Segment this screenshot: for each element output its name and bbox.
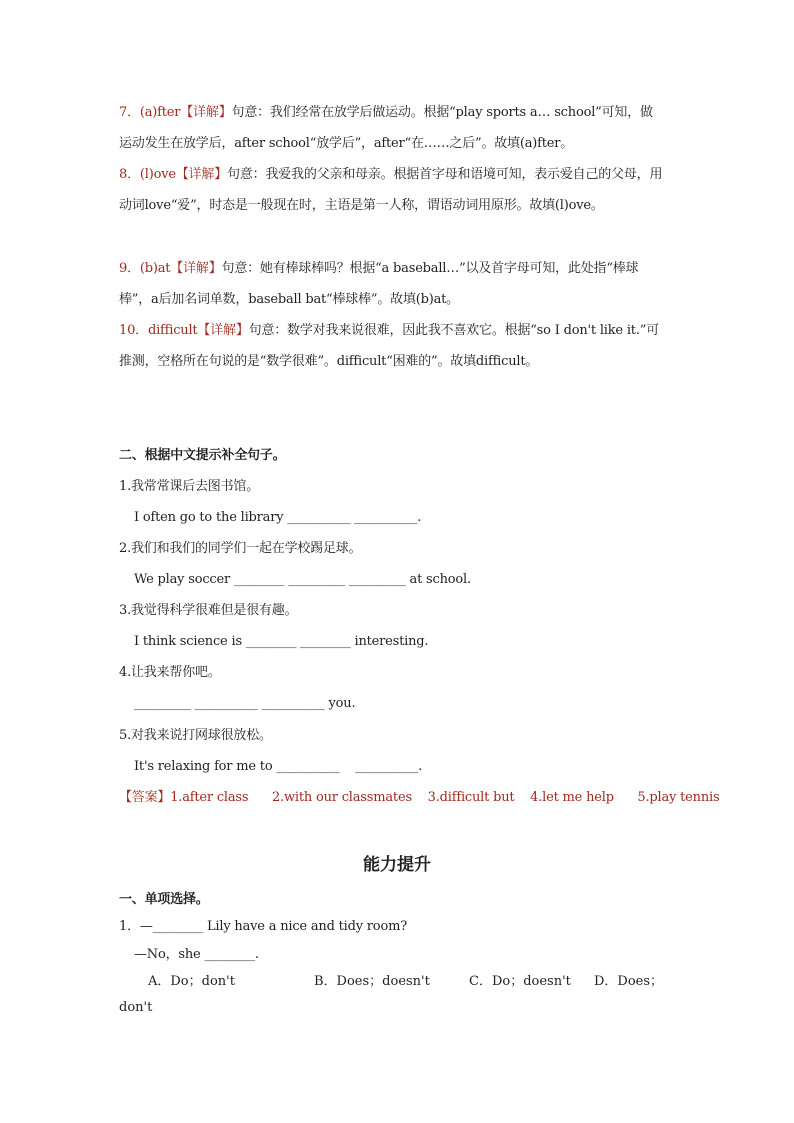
option-d: D．Does； bbox=[594, 974, 664, 989]
question-en: I often go to the library __________ __________. bbox=[134, 510, 422, 525]
explanation-text: 句意：她有棒球棒吗？根据“a baseball…”以及首字母可知，此处指“棒球棒”，a后加名词单数，baseball bat“棒球棒”。故填(b)at。 bbox=[119, 261, 639, 307]
question-cn: 2.我们和我们的同学们一起在学校踢足球。 bbox=[119, 541, 362, 556]
mc-question: 1．—________ Lily have a nice and tidy room? bbox=[119, 919, 407, 934]
explanation-8 bbox=[119, 159, 664, 221]
option-b: B．Does；doesn't bbox=[314, 974, 430, 989]
section-title: 能力提升 bbox=[363, 855, 431, 875]
explanation-label: 8．(l)ove【详解】 bbox=[119, 167, 228, 182]
question-cn: 3.我觉得科学很难但是很有趣。 bbox=[119, 603, 298, 618]
section-heading: 二、根据中文提示补全句子。 bbox=[119, 448, 286, 463]
section-heading: 一、单项选择。 bbox=[119, 892, 209, 907]
explanation-text: 句意：数学对我来说很难，因此我不喜欢它。根据“so I don't like it.”可推测，空格所在句说的是“数学很难”。difficult“困难的”。故填difficult。 bbox=[119, 323, 660, 369]
question-en: I think science is ________ ________ interesting. bbox=[134, 634, 429, 649]
question-en: It's relaxing for me to __________ __________. bbox=[134, 759, 423, 774]
explanation-10 bbox=[119, 315, 664, 377]
question-en: We play soccer ________ _________ _________ at school. bbox=[134, 572, 471, 587]
question-cn: 1.我常常课后去图书馆。 bbox=[119, 479, 260, 494]
explanation-7 bbox=[119, 97, 664, 159]
explanation-label: 9．(b)at【详解】 bbox=[119, 261, 222, 276]
option-c: C．Do；doesn't bbox=[469, 974, 571, 989]
question-cn: 4.让我来帮你吧。 bbox=[119, 665, 221, 680]
answer-line: 【答案】1.after class 2.with our classmates 3.difficult but 4.let me help 5.play tennis bbox=[119, 790, 720, 805]
option-d-wrap: don't bbox=[119, 1000, 153, 1015]
option-a: A．Do；don't bbox=[148, 974, 235, 989]
explanation-label: 10．difficult【详解】 bbox=[119, 323, 249, 338]
explanation-label: 7．(a)fter【详解】 bbox=[119, 105, 232, 120]
explanation-text: 句意：我们经常在放学后做运动。根据“play sports a… school”可知，做运动发生在放学后，after school“放学后”，after“在……之后”。故填(a)fter。 bbox=[119, 105, 653, 151]
mc-reply: —No，she ________. bbox=[134, 947, 259, 962]
question-en: _________ __________ __________ you. bbox=[134, 696, 356, 711]
question-cn: 5.对我来说打网球很放松。 bbox=[119, 728, 272, 743]
explanation-text: 句意：我爱我的父亲和母亲。根据首字母和语境可知，表示爱自己的父母，用动词love“爱”，时态是一般现在时，主语是第一人称，谓语动词用原形。故填(l)ove。 bbox=[119, 167, 663, 213]
explanation-9 bbox=[119, 253, 664, 315]
